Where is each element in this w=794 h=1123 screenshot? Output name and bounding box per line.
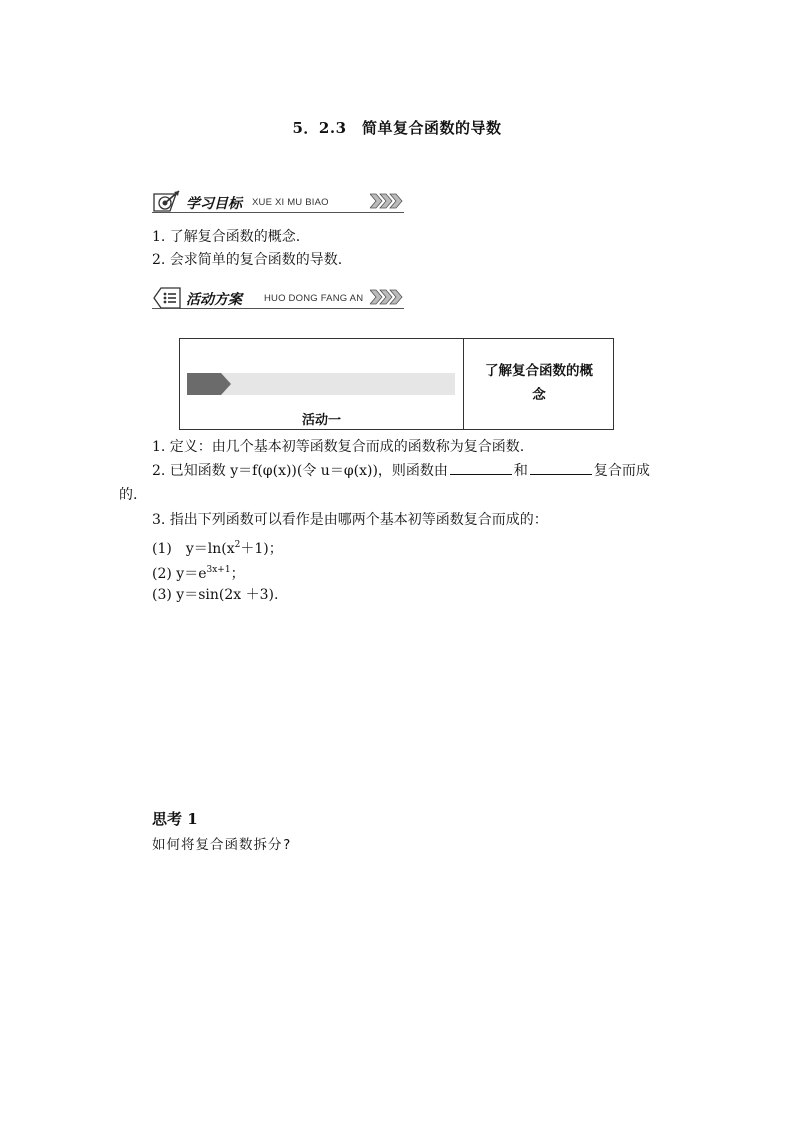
activity-table bbox=[179, 338, 614, 430]
list-icon bbox=[152, 286, 182, 310]
page-title: 5．2.3 简单复合函数的导数 bbox=[292, 119, 502, 137]
blank-1[interactable] bbox=[450, 460, 512, 475]
chevron-right-icon bbox=[370, 289, 404, 305]
activity-tab-marker bbox=[187, 373, 231, 395]
think-title: 思考 1 bbox=[152, 810, 198, 828]
target-icon bbox=[152, 190, 182, 214]
goals-banner bbox=[152, 190, 404, 216]
think-question: 如何将复合函数拆分? bbox=[152, 837, 292, 853]
activity-topic: 了解复合函数的概 念 bbox=[485, 363, 593, 402]
plan-banner-title: 活动方案 bbox=[186, 292, 242, 308]
item-question: 3. 指出下列函数可以看作是由哪两个基本初等函数复合而成的： bbox=[152, 512, 548, 528]
goals-banner-title: 学习目标 bbox=[186, 196, 242, 212]
plan-banner-pinyin: HUO DONG FANG AN bbox=[264, 293, 364, 304]
sub-item-1: (1) $y=\ln(x^2+1)$； bbox=[152, 540, 283, 557]
item-fill-blank: 2. 已知函数 y＝f(φ(x))(令 u＝φ(x))，则函数由 和 复合而成 bbox=[152, 459, 650, 483]
goal-item: 1. 了解复合函数的概念. bbox=[152, 229, 301, 245]
item-fill-blank-cont: 的. bbox=[119, 487, 138, 503]
blank-2[interactable] bbox=[530, 460, 592, 475]
chevron-right-icon bbox=[370, 193, 404, 209]
activity-label: 活动一 bbox=[301, 412, 341, 427]
goal-item: 2. 会求简单的复合函数的导数. bbox=[152, 252, 343, 268]
goals-banner-pinyin: XUE XI MU BIAO bbox=[252, 197, 329, 208]
plan-banner bbox=[152, 286, 404, 312]
activity-cell bbox=[180, 339, 464, 429]
sub-item-3: (3) y＝sin(2x ＋3). bbox=[152, 587, 279, 603]
item-definition: 1. 定义：由几个基本初等函数复合而成的函数称为复合函数. bbox=[152, 439, 525, 455]
sub-item-2: (2) $y=e^{3x+1}$； bbox=[152, 565, 245, 582]
